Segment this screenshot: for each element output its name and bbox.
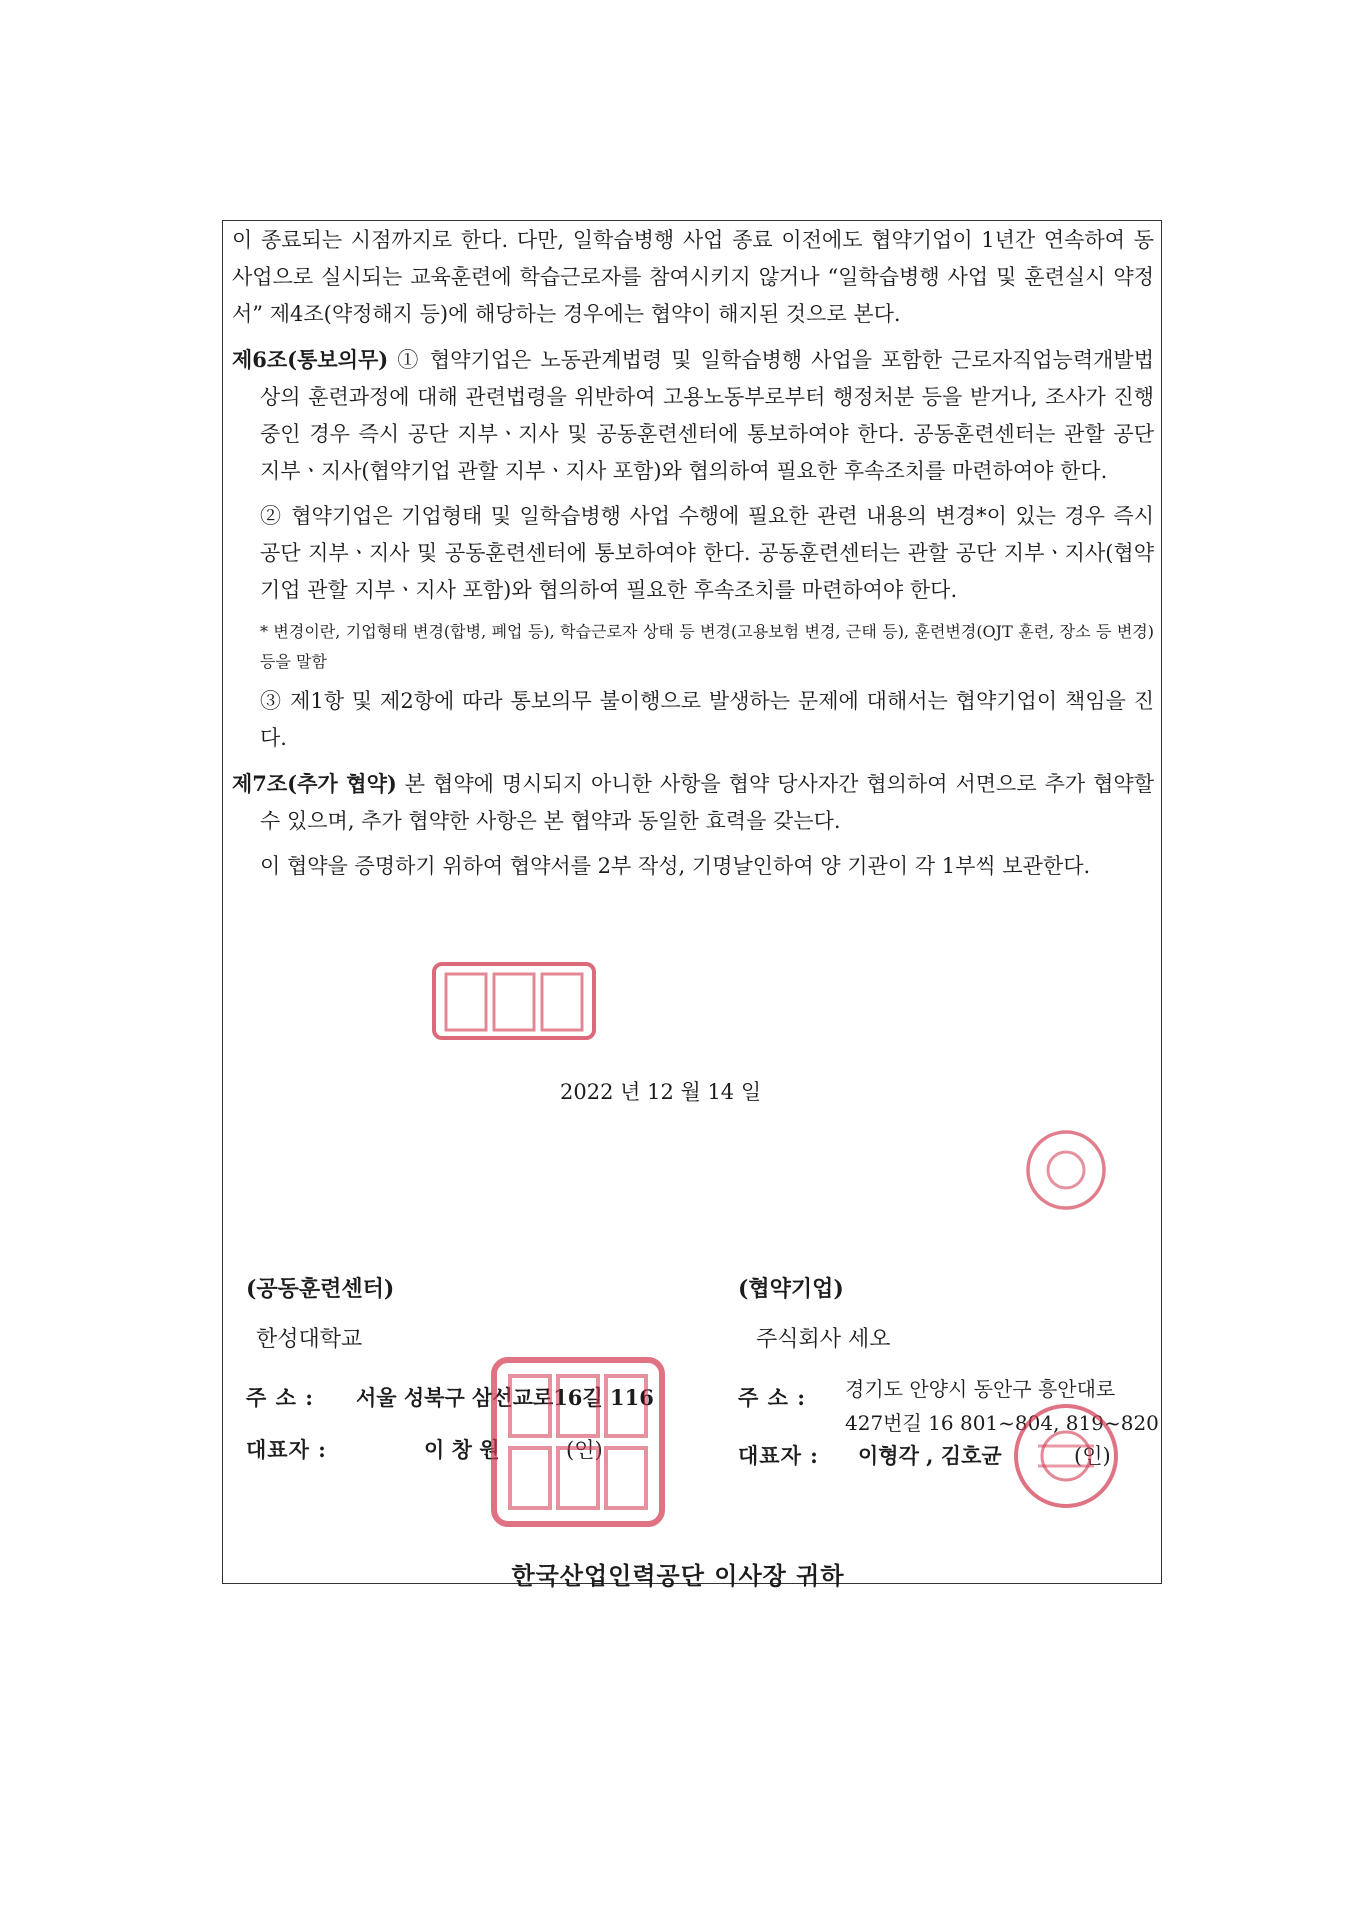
article6-clause3: ③ 제1항 및 제2항에 따라 통보의무 불이행으로 발생하는 문제에 대해서는 협약기업이 책임을 진다. (260, 689, 1154, 750)
right-company-seal (1010, 1400, 1122, 1512)
closing-addressee: 한국산업인력공단 이사장 귀하 (511, 1561, 845, 1590)
left-rep-label: 대표자 : (246, 1437, 327, 1462)
right-address-line2: 427번길 16 801~804, 819~820 (845, 1411, 1159, 1435)
right-rep-label: 대표자 : (738, 1443, 819, 1468)
right-address-label: 주 소 : (738, 1385, 806, 1410)
left-party-heading: (공동훈련센터) (246, 1276, 395, 1302)
agreement-date: 2022 년 12 월 14 일 (560, 1080, 762, 1104)
right-rep-name: 이형각 , 김호균 (858, 1443, 1002, 1468)
contract-seal (428, 960, 600, 1042)
right-address-line1: 경기도 안양시 동안구 흥안대로 (845, 1377, 1116, 1401)
article6-clause2: ② 협약기업은 기업형태 및 일학습병행 사업 수행에 필요한 관련 내용의 변경*이 있는 경우 즉시 공단 지부ㆍ지사 및 공동훈련센터에 통보하여야 한다. 공동훈련센터는 관할 공단 지부ㆍ지사(협약기업 관할 지부ㆍ지사 포함)와 협의하여 필요한 후속조치를 마련하여야 한다. (260, 504, 1154, 602)
article6-clause1 (232, 341, 1154, 490)
article7 (232, 765, 1154, 840)
right-party-heading: (협약기업) (738, 1276, 844, 1302)
left-rep-name: 이 창 원 (424, 1437, 500, 1462)
right-seal-mark: (인) (1074, 1444, 1111, 1468)
article6-title: 제6조(통보의무) (232, 347, 389, 372)
left-address-label: 주 소 : (246, 1385, 314, 1410)
left-address: 서울 성북구 삼선교로16길 116 (356, 1385, 654, 1410)
article6-footnote: * 변경이란, 기업형태 변경(합병, 폐업 등), 학습근로자 상태 등 변경(고용보험 변경, 근태 등), 훈련변경(OJT 훈련, 장소 등 변경) 등을 말함 (260, 622, 1154, 671)
article7-text: 본 협약에 명시되지 아니한 사항을 협약 당사자간 협의하여 서면으로 추가 협약할 수 있으며, 추가 협약한 사항은 본 협약과 동일한 효력을 갖는다. (260, 772, 1154, 833)
left-seal-mark: (인) (566, 1438, 603, 1462)
right-seal-stamp-upper (1024, 1128, 1108, 1212)
article7-title: 제7조(추가 협약) (232, 771, 397, 796)
article6-clause1-text: ① 협약기업은 노동관계법령 및 일학습병행 사업을 포함한 근로자직업능력개발법 상의 훈련과정에 대해 관련법령을 위반하여 고용노동부로부터 행정처분 등을 받거나, 조사가 진행 중인 경우 즉시 공단 지부ㆍ지사 및 공동훈련센터에 통보하여야 한다. 공동훈련센터는 관할 공단 지부ㆍ지사(협약기업 관할 지부ㆍ지사 포함)와 협의하여 필요한 후속조치를 마련하여야 한다. (260, 348, 1154, 483)
final-statement: 이 협약을 증명하기 위하여 협약서를 2부 작성, 기명날인하여 양 기관이 각 1부씩 보관한다. (260, 854, 1091, 878)
left-party-name: 한성대학교 (256, 1327, 363, 1352)
right-party-name: 주식회사 세오 (756, 1327, 891, 1352)
agreement-body (232, 222, 1154, 893)
left-corporate-seal (488, 1354, 668, 1530)
article5-continuation: 이 종료되는 시점까지로 한다. 다만, 일학습병행 사업 종료 이전에도 협약기업이 1년간 연속하여 동 사업으로 실시되는 교육훈련에 학습근로자를 참여시키지 않거나 “일학습병행 사업 및 훈련실시 약정서” 제4조(약정해지 등)에 해당하는 경우에는 협약이 해지된 것으로 본다. (232, 228, 1154, 326)
